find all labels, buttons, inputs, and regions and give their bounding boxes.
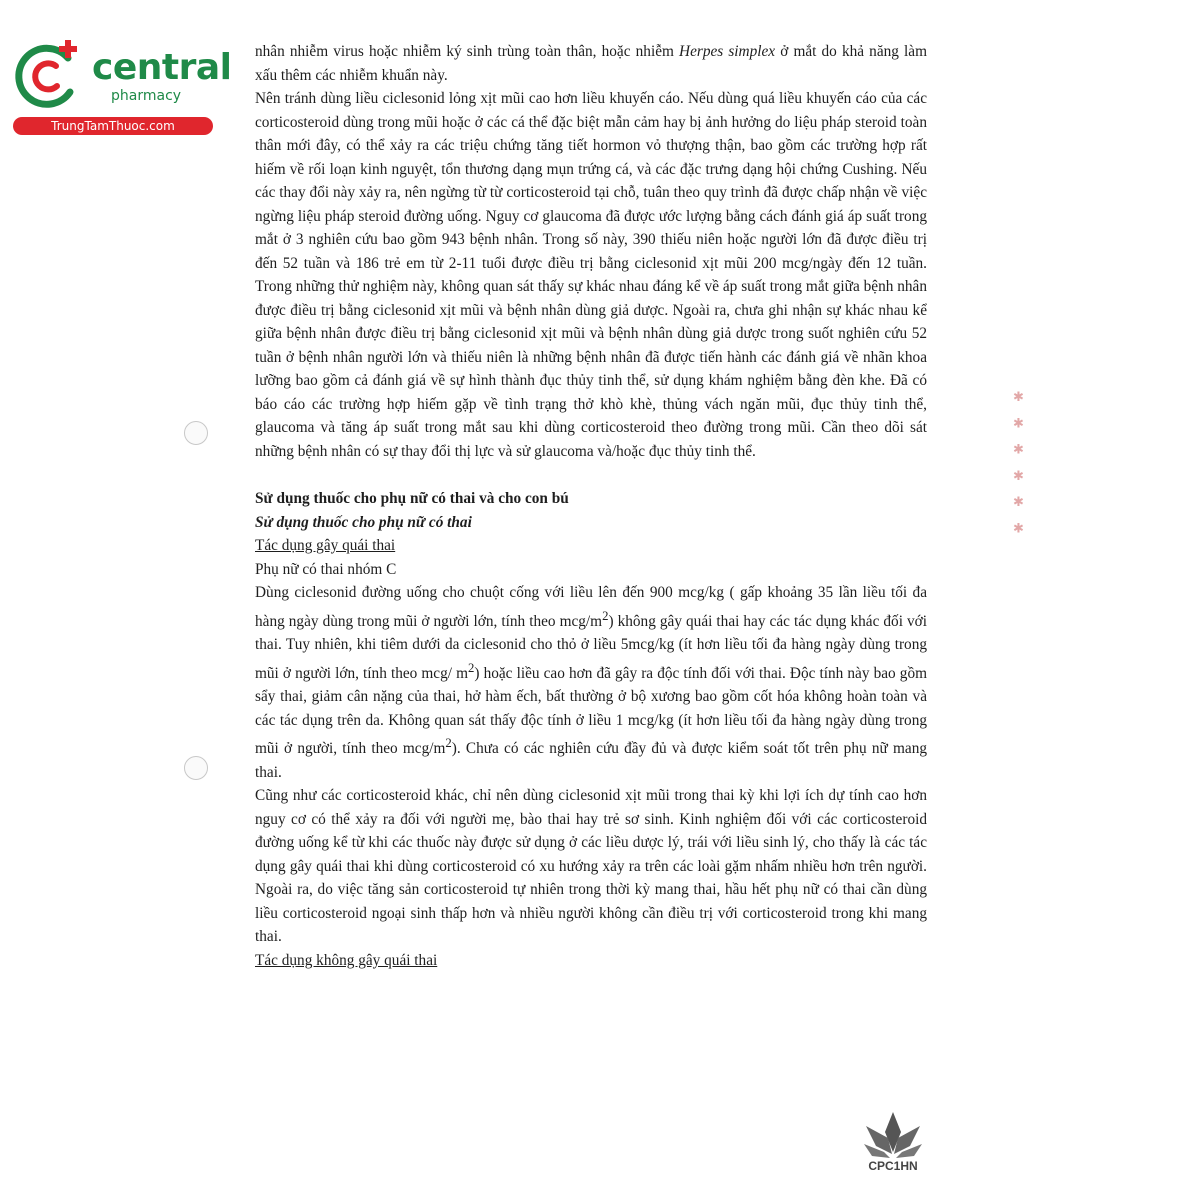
central-pharmacy-logo — [10, 36, 232, 136]
teratogenic-heading: Tác dụng gây quái thai — [255, 537, 396, 554]
logo-subtitle: pharmacy — [111, 88, 182, 104]
paragraph-corticosteroid-pregnancy: Cũng như các corticosteroid khác, chỉ nên dùng ciclesonid xịt mũi trong thai kỳ khi lợi ích dự tính cao hơn nguy cơ có thể xảy ra đối với người mẹ, bào thai hay trẻ sơ sinh. Kinh nghiệm đối với các corticosteroid đường uống kể từ khi các thuốc này được sử dụng ở các liều dược lý, trái với liều sinh lý, cho thấy là các tác dụng gây quái thai khi dùng corticosteroid có xu hướng xảy ra trên các loài gặm nhấm nhiều hơn trên người. Ngoài ra, do việc tăng sản corticosteroid tự nhiên trong thời kỳ mang thai, hầu hết phụ nữ có thai cần dùng liều corticosteroid ngoại sinh thấp hơn và nhiều người không cần điều trị với corticosteroid trong khi mang thai. — [255, 787, 927, 946]
non-teratogenic-heading: Tác dụng không gây quái thai — [255, 951, 438, 969]
cpc1hn-text: CPC1HN — [868, 1159, 918, 1173]
paragraph-overdose-glaucoma: Nên tránh dùng liều ciclesonid lỏng xịt mũi cao hơn liều khuyến cáo. Nếu dùng quá liều khuyến cáo của các corticosteroid dùng trong mũi hoặc ở các cá thể đặc biệt mẫn cảm hay bị ảnh hưởng do liệu pháp steroid toàn thân mới đây, có thể xảy ra các triệu chứng tăng tiết hormon vỏ thượng thận, bao gồm các trường hợp rất hiếm về rối loạn kinh nguyệt, tổn thương dạng mụn trứng cá, và các đặc trưng dạng hội chứng Cushing. Nếu các thay đổi này xảy ra, nên ngừng từ từ corticosteroid tại chỗ, tuân theo quy trình đã được chấp nhận về việc ngừng liệu pháp steroid đường uống. Nguy cơ glaucoma đã được ước lượng bằng cách đánh giá áp suất trong mắt ở 3 nghiên cứu bao gồm 943 bệnh nhân. Trong số này, 390 thiếu niên hoặc người lớn đã được điều trị đến 52 tuần và 186 trẻ em từ 2-11 tuổi được điều trị bằng ciclesonid xịt mũi 200 mcg/ngày đến 12 tuần. Trong những thử nghiệm này, không quan sát thấy sự khác nhau đáng kể về áp suất trong mắt giữa bệnh nhân được điều trị bằng ciclesonid xịt mũi và bệnh nhân dùng giả dược. Ngoài ra, chưa ghi nhận sự khác nhau kể giữa bệnh nhân được điều trị bằng ciclesonid xịt mũi và bệnh nhân dùng giả dược trong suốt nghiên cứu 52 tuần ở bệnh nhân người lớn và thiếu niên là những bệnh nhân đã được tiến hành các đánh giá về nhãn khoa lưỡng bao gồm cả đánh giá về sự hình thành đục thủy tinh thể, sử dụng khám nghiệm bằng đèn khe. Đã có báo cáo các trường hợp hiếm gặp về tình trạng thở khò khè, thủng vách ngăn mũi, đục thủy tinh thể, glaucoma và tăng áp suất trong mắt sau khi dùng corticosteroid theo đường trong mũi. Cần theo dõi sát những bệnh nhân có sự thay đổi thị lực và sử glaucoma và/hoặc đục thủy tinh thể. — [255, 90, 927, 460]
section-heading-pregnancy: Sử dụng thuốc cho phụ nữ có thai và cho con bú — [255, 490, 569, 507]
logo-brand-name: central — [92, 47, 232, 88]
margin-stamp: ✱ ✱ ✱ ✱ ✱ ✱ — [1012, 390, 1027, 541]
paragraph-animal-studies: Dùng ciclesonid đường uống cho chuột cống với liều lên đến 900 mcg/kg ( gấp khoảng 35 lần liều tối đa hàng ngày dùng trong mũi ở người lớn, tính theo mcg/$m^2$) không gây quái thai hay các tác dụng khác đối với thai. Tuy nhiên, khi tiêm dưới da ciclesonid cho thỏ ở liều 5mcg/kg (ít hơn liều tối đa hàng ngày dùng trong mũi ở người lớn, tính theo mcg/ $m^2$) hoặc liều cao hơn đã gây ra độc tính đối với thai. Độc tính này bao gồm sẩy thai, giảm cân nặng của thai, hở hàm ếch, bất thường ở bộ xương bao gồm cốt hóa không hoàn toàn và các tác dụng trên da. Không quan sát thấy độc tính ở liều 1 mcg/kg (ít hơn liều tối đa hàng ngày dùng trong mũi ở người, tính theo mcg/$m^2$). Chưa có các nghiên cứu đầy đủ và được kiểm soát tốt trên phụ nữ mang thai. — [255, 584, 927, 781]
paragraph-infection: nhân nhiễm virus hoặc nhiễm ký sinh trùng toàn thân, hoặc nhiễm Herpes simplex ở mắt do khả năng làm xấu thêm các nhiễm khuẩn này. — [255, 43, 927, 84]
punch-hole-bottom — [184, 756, 208, 780]
cpc1hn-logo — [858, 1108, 928, 1178]
pregnancy-category: Phụ nữ có thai nhóm C — [255, 560, 397, 578]
subsection-heading-pregnancy: Sử dụng thuốc cho phụ nữ có thai — [255, 513, 472, 531]
herpes-term: Herpes simplex — [679, 43, 776, 60]
logo-mark-icon — [10, 36, 90, 116]
punch-hole-top — [184, 421, 208, 445]
logo-url-badge: TrungTamThuoc.com — [13, 117, 213, 135]
document-body — [255, 40, 927, 972]
